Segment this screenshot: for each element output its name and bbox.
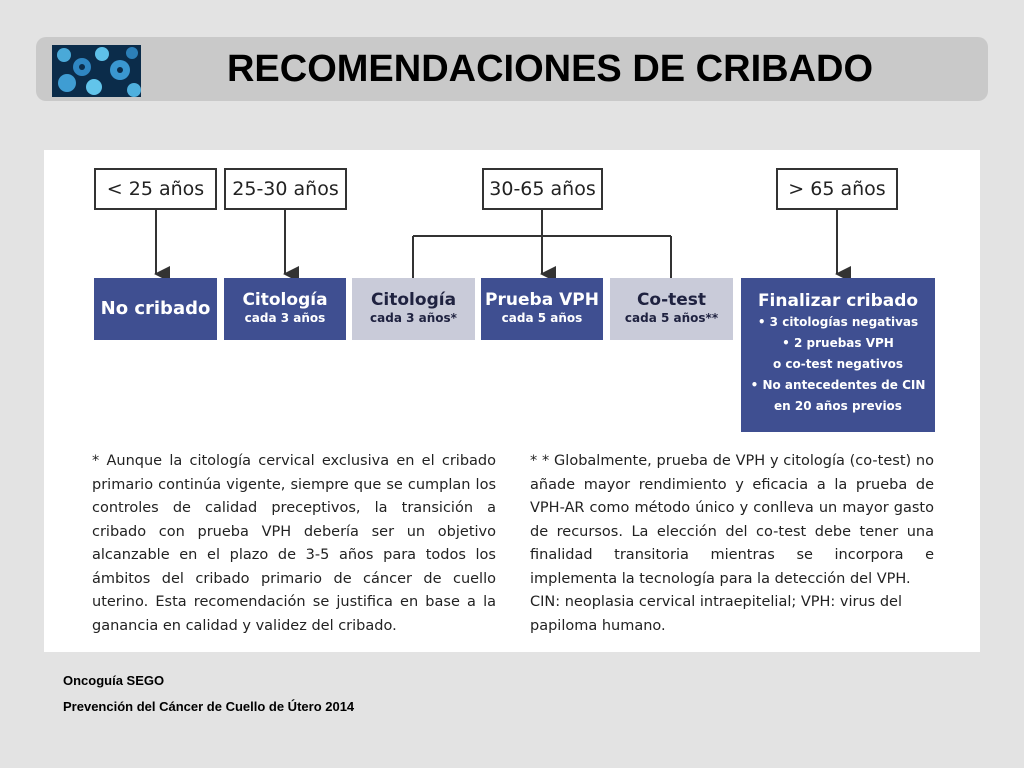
age-box-25-30: 25-30 años — [224, 168, 347, 210]
footnote-abbreviations: CIN: neoplasia cervical intraepitelial; VPH: virus del papiloma humano. — [530, 594, 902, 634]
box-sub-label: cada 5 años** — [624, 311, 719, 325]
final-line: • No antecedentes de CIN — [750, 378, 926, 392]
page-title: RECOMENDACIONES DE CRIBADO — [226, 48, 874, 90]
virus-image-icon — [52, 45, 141, 97]
source-line-1: Oncoguía SEGO — [63, 673, 165, 688]
box-no-cribado-label: No cribado — [100, 298, 211, 319]
final-line: o co-test negativos — [772, 357, 904, 371]
footnote-cotest-block — [530, 450, 934, 638]
box-finalizar-cribado — [741, 278, 935, 432]
age-box-30-65: 30-65 años — [482, 168, 603, 210]
box-citologia-3-star — [352, 278, 475, 340]
age-box-under-25: < 25 años — [94, 168, 217, 210]
box-sub-label: cada 3 años* — [370, 311, 457, 325]
box-label: Citología — [370, 290, 457, 310]
box-label: Prueba VPH — [485, 290, 599, 310]
final-line: en 20 años previos — [774, 399, 902, 413]
age-box-over-65: > 65 años — [776, 168, 898, 210]
footnote-citologia: * Aunque la citología cervical exclusiva en el cribado primario continúa vigente, siempre que se cumplan los controles de calidad preceptivos, la transición a cribado con prueba VPH debería ser un objetivo alcanzable en el plazo de 3-5 años para todos los ámbitos del cribado primario de cáncer de cuello uterino. Esta recomendación se justifica en base a la ganancia en calidad y validez del cribado. — [92, 453, 496, 634]
box-label: Citología — [242, 290, 328, 310]
source-line-2: Prevención del Cáncer de Cuello de Útero 2014 — [63, 699, 355, 714]
box-sub-label: cada 3 años — [244, 311, 326, 325]
box-co-test — [610, 278, 733, 340]
box-citologia-3 — [224, 278, 346, 340]
box-prueba-vph — [481, 278, 603, 340]
footnote-cotest: * * Globalmente, prueba de VPH y citología (co-test) no añade mayor rendimiento y eficacia a la prueba de VPH-AR como método único y conlleva un mayor gasto de recursos. La elección del co-test debe tener una finalidad transitoria mientras se incorpora e implementa la tecnología para la detección del VPH. — [530, 453, 934, 587]
final-line: • 3 citologías negativas — [757, 315, 919, 329]
box-no-cribado — [94, 278, 217, 340]
box-sub-label: cada 5 años — [501, 311, 583, 325]
box-label: Co-test — [636, 290, 707, 310]
final-title: Finalizar cribado — [757, 291, 919, 311]
final-line: • 2 pruebas VPH — [782, 336, 894, 350]
